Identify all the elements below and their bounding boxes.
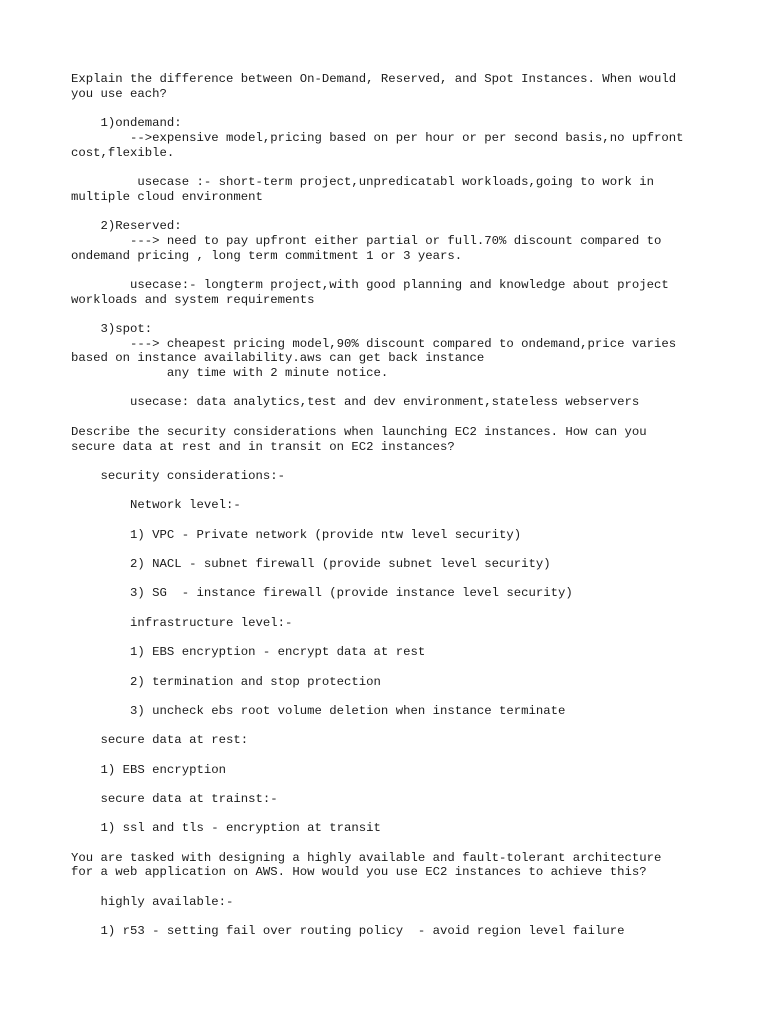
text-line: Network level:- bbox=[71, 498, 241, 512]
text-line: ---> cheapest pricing model,90% discount compared to ondemand,price varies bbox=[71, 337, 677, 351]
text-line: based on instance availability.aws can get back instance bbox=[71, 351, 485, 365]
text-line: 3) SG - instance firewall (provide instance level security) bbox=[71, 586, 573, 600]
text-line: secure data at trainst:- bbox=[71, 792, 278, 806]
text-line: 2) NACL - subnet firewall (provide subnet level security) bbox=[71, 557, 551, 571]
text-line: You are tasked with designing a highly available and fault-tolerant architecture bbox=[71, 851, 662, 865]
text-line: multiple cloud environment bbox=[71, 190, 263, 204]
text-line: infrastructure level:- bbox=[71, 616, 293, 630]
text-line: 1) ssl and tls - encryption at transit bbox=[71, 821, 381, 835]
text-line: any time with 2 minute notice. bbox=[71, 366, 389, 380]
text-line: 2)Reserved: bbox=[71, 219, 182, 233]
text-line: Describe the security considerations when launching EC2 instances. How can you bbox=[71, 425, 647, 439]
text-line: you use each? bbox=[71, 87, 167, 101]
text-line: 1)ondemand: bbox=[71, 116, 182, 130]
text-line: ondemand pricing , long term commitment 1 or 3 years. bbox=[71, 249, 463, 263]
text-line: ---> need to pay upfront either partial or full.70% discount compared to bbox=[71, 234, 662, 248]
text-line: 3) uncheck ebs root volume deletion when instance terminate bbox=[71, 704, 566, 718]
text-line: usecase:- longterm project,with good planning and knowledge about project bbox=[71, 278, 669, 292]
text-line: highly available:- bbox=[71, 895, 234, 909]
text-line: -->expensive model,pricing based on per hour or per second basis,no upfront bbox=[71, 131, 684, 145]
text-line: usecase: data analytics,test and dev environment,stateless webservers bbox=[71, 395, 640, 409]
text-line: secure data at rest and in transit on EC2 instances? bbox=[71, 440, 455, 454]
text-line: cost,flexible. bbox=[71, 146, 175, 160]
text-line: 1) r53 - setting fail over routing policy - avoid region level failure bbox=[71, 924, 625, 938]
text-line: 2) termination and stop protection bbox=[71, 675, 381, 689]
text-line: 1) EBS encryption bbox=[71, 763, 226, 777]
text-line: Explain the difference between On-Demand, Reserved, and Spot Instances. When would bbox=[71, 72, 677, 86]
text-line: 1) VPC - Private network (provide ntw level security) bbox=[71, 528, 522, 542]
text-line: for a web application on AWS. How would you use EC2 instances to achieve this? bbox=[71, 865, 647, 879]
text-line: 1) EBS encryption - encrypt data at rest bbox=[71, 645, 426, 659]
text-line: workloads and system requirements bbox=[71, 293, 315, 307]
text-line: usecase :- short-term project,unpredicatabl workloads,going to work in bbox=[71, 175, 654, 189]
text-line: 3)spot: bbox=[71, 322, 153, 336]
text-line: secure data at rest: bbox=[71, 733, 249, 747]
text-line: security considerations:- bbox=[71, 469, 286, 483]
